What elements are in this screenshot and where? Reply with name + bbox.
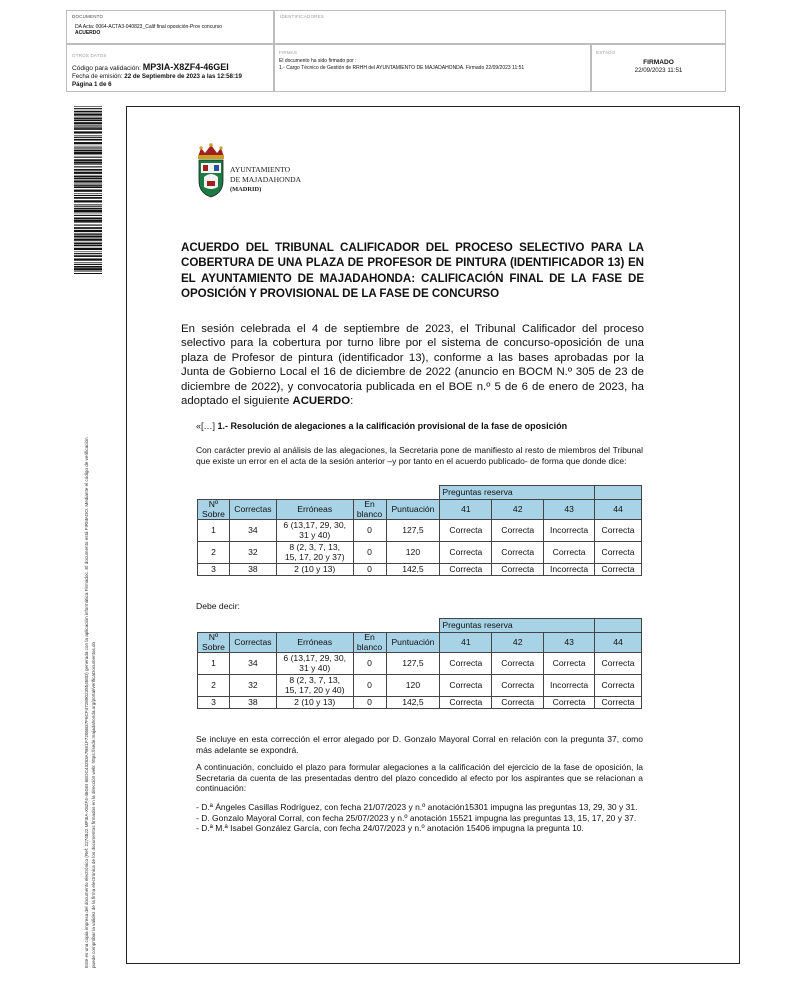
cell-puntuacion: 120 (386, 675, 440, 697)
cell-puntuacion: 142,5 (386, 564, 440, 576)
cell-sobre: 2 (198, 675, 230, 697)
barcode-bar (74, 127, 102, 128)
cell-q43: Correcta (544, 653, 595, 675)
barcode-bar (74, 233, 102, 234)
col-blanco: En blanco (353, 633, 386, 653)
barcode-bar (74, 128, 102, 130)
col-41: 41 (440, 633, 492, 653)
cell-puntuacion: 120 (386, 542, 440, 564)
cell-q42: Correcta (492, 697, 544, 709)
barcode-bar (74, 175, 102, 176)
reserva-header: Preguntas reserva (440, 486, 595, 500)
barcode-bar (74, 234, 102, 235)
col-correctas: Correctas (229, 500, 276, 520)
header-documento-box (66, 10, 274, 44)
barcode-bar (74, 150, 102, 152)
cell-blanco: 0 (353, 675, 386, 697)
barcode-bar (74, 125, 102, 126)
barcode-bar (74, 204, 102, 205)
cell-q43: Incorrecta (544, 564, 595, 576)
fecha-emision (72, 73, 242, 80)
cell-q44: Correcta (595, 675, 642, 697)
barcode-bar (74, 161, 102, 163)
barcode-bar (74, 243, 102, 244)
barcode-bar (74, 273, 102, 274)
cell-correctas: 38 (229, 697, 276, 709)
col-43: 43 (544, 633, 595, 653)
codigo-value: MP3IA-X8ZF4-46GEI (142, 62, 229, 72)
barcode-bar (74, 190, 102, 192)
barcode-bar (74, 157, 102, 158)
barcode-bar (74, 117, 102, 118)
col-puntuacion: Puntuación (386, 633, 440, 653)
col-41: 41 (440, 500, 492, 520)
cell-erroneas: 8 (2, 3, 7, 13, 15, 17, 20 y 40) (276, 675, 353, 697)
barcode-bar (74, 208, 102, 210)
barcode-bar (74, 230, 102, 232)
col-44: 44 (595, 633, 642, 653)
cell-erroneas: 8 (2, 3, 7, 13, 15, 17, 20 y 37) (276, 542, 353, 564)
barcode-bar (74, 236, 102, 238)
barcode-bar (74, 262, 102, 263)
barcode-bar (74, 195, 102, 196)
document-title: ACUERDO DEL TRIBUNAL CALIFICADOR DEL PROCESO SELECTIVO PARA LA COBERTURA DE UNA PLAZA DE PROFESOR DE PINTURA (IDENTIFICADOR 13) EN EL AYUNTAMIENTO DE MAJADAHONDA: CALIFICACIÓN FINAL DE LA FASE DE OPOSICIÓN Y PROVISIONAL DE LA FASE DE CONCURSO (181, 241, 644, 301)
barcode-bar (74, 178, 102, 180)
estado-value: FIRMADO (643, 59, 674, 66)
barcode-bar (74, 108, 102, 109)
barcode-bar (74, 142, 102, 144)
cell-blanco: 0 (353, 697, 386, 709)
para-continuacion: A continuación, concluido el plazo para formular alegaciones a la calificación del ejercicio de la fase de oposición, la Secretaria da cuenta de las presentadas dentro del plazo concedido al efecto por los aspirantes que se relacionan a continuación: (196, 762, 643, 794)
cell-q43: Incorrecta (544, 675, 595, 697)
barcode-bar (74, 217, 102, 219)
barcode-bar (74, 215, 102, 216)
para-previo: Con carácter previo al análisis de las alegaciones, la Secretaria pone de manifiesto al resto de miembros del Tribunal que existe un error en el acta de la sesión anterior –y por tanto en el acuerdo publicado- de forma que donde dice: (196, 445, 643, 466)
barcode-bar (74, 113, 102, 115)
cell-q43: Correcta (544, 697, 595, 709)
section-prefix: «[…] (196, 421, 218, 431)
cell-puntuacion: 142,5 (386, 697, 440, 709)
logo-line-1: AYUNTAMIENTO (230, 165, 291, 174)
col-42: 42 (492, 500, 544, 520)
cell-q44: Correcta (595, 697, 642, 709)
fecha-prefix: Fecha de emisión: (72, 73, 123, 80)
barcode-bar (74, 253, 102, 254)
header-otros-box (66, 44, 274, 92)
cell-correctas: 38 (229, 564, 276, 576)
reserva-header: Preguntas reserva (440, 619, 595, 633)
para-correccion: Se incluye en esta corrección el error alegado por D. Gonzalo Mayoral Corral en relación con la pregunta 37, como más adelante se expondrá. (196, 734, 643, 755)
barcode-bar (74, 248, 102, 250)
cell-q42: Correcta (492, 520, 544, 542)
cell-sobre: 1 (198, 653, 230, 675)
table-debe-decir (197, 618, 642, 709)
estado-fecha: 22/09/2023 11:51 (634, 67, 683, 74)
documento-line2: ACUERDO (75, 30, 101, 36)
col-erroneas: Erróneas (276, 500, 353, 520)
barcode-bar (74, 242, 102, 243)
barcode-bar (74, 186, 102, 188)
otros-label: OTROS DATOS (72, 53, 107, 58)
barcode-bar (74, 152, 102, 154)
table-row (198, 564, 642, 576)
barcode-bar (74, 139, 102, 141)
barcode-bar (74, 213, 102, 214)
barcode-bar (74, 137, 102, 138)
barcode-bar (74, 169, 102, 171)
intro-bold: ACUERDO (292, 395, 351, 408)
debe-decir: Debe decir: (196, 601, 240, 611)
col-sobre: Nº Sobre (198, 500, 230, 520)
fecha-value: 22 de Septiembre de 2023 a las 12:58:19 (124, 73, 242, 80)
header-identificadores-box (274, 10, 726, 44)
codigo-validacion (72, 62, 229, 72)
firmas-line2: 1.- Cargo Técnico de Gestión de RRHH del AYUNTAMIENTO DE MAJADAHONDA. Firmado 22/09/2023 11:51 (279, 65, 525, 71)
cell-correctas: 32 (229, 675, 276, 697)
barcode-bar (74, 200, 102, 202)
header-estado-box (591, 44, 726, 92)
col-44: 44 (595, 500, 642, 520)
barcode-bar (74, 164, 102, 165)
pagina: Página 1 de 6 (72, 81, 112, 88)
firmas-line1: El documento ha sido firmado por : (279, 58, 357, 64)
documento-line1: DA Acta: 0064-ACTA3-040823_Calif final oposición-Prov concurso (75, 24, 222, 30)
cell-puntuacion: 127,5 (386, 653, 440, 675)
barcode-bar (74, 258, 102, 260)
barcode-bar (74, 146, 102, 147)
intro-paragraph (181, 322, 644, 408)
barcode-bar (74, 122, 102, 124)
side-verification-text-1: Este es una copia impresa del documento electrónico (Ref: 2274822 MP3IA-X8ZF4-46GEI 6EDC43283A7BE1F7206B37F6CF4728902355458D) generada con la aplicación informática Firmadoc. El documento está FIRMADO. Mediante el código de verificación (84, 437, 89, 968)
cell-q41: Correcta (440, 697, 492, 709)
barcode (74, 106, 102, 274)
barcode-bar (74, 227, 102, 229)
cell-q41: Correcta (440, 564, 492, 576)
barcode-bar (74, 118, 102, 119)
header-firmas-box (274, 44, 591, 92)
documento-label: DOCUMENTO (72, 14, 104, 19)
barcode-bar (74, 147, 102, 148)
col-blanco: En blanco (353, 500, 386, 520)
cell-sobre: 3 (198, 564, 230, 576)
barcode-bar (74, 197, 102, 199)
cell-q44: Correcta (595, 564, 642, 576)
cell-q44: Correcta (595, 653, 642, 675)
table-row (198, 653, 642, 675)
codigo-prefix: Código para validación: (72, 65, 141, 72)
col-sobre: Nº Sobre (198, 633, 230, 653)
firmas-label: FIRMAS (279, 50, 298, 55)
cell-q41: Correcta (440, 520, 492, 542)
barcode-bar (74, 222, 102, 223)
cell-erroneas: 2 (10 y 13) (276, 697, 353, 709)
cell-blanco: 0 (353, 520, 386, 542)
cell-correctas: 32 (229, 542, 276, 564)
cell-q44: Correcta (595, 520, 642, 542)
barcode-bar (74, 245, 102, 247)
cell-q41: Correcta (440, 542, 492, 564)
col-correctas: Correctas (229, 633, 276, 653)
barcode-bar (74, 271, 102, 272)
barcode-bar (74, 225, 102, 226)
cell-sobre: 3 (198, 697, 230, 709)
side-verification-text-2: puede comprobar la validez de la firma electrónica de los documentos firmados en la dirección web: https://sede.majadahonda.org/portal/verificaDocumentos.do (91, 641, 96, 968)
barcode-bar (74, 135, 102, 136)
cell-erroneas: 6 (13,17, 29, 30, 31 y 40) (276, 653, 353, 675)
cell-blanco: 0 (353, 653, 386, 675)
col-puntuacion: Puntuación (386, 500, 440, 520)
logo-line-3: (MADRID) (230, 185, 262, 193)
cell-erroneas: 2 (10 y 13) (276, 564, 353, 576)
intro-end: : (350, 395, 354, 408)
estado-label: ESTADO (596, 50, 616, 55)
identificadores-label: IDENTIFICADORES (280, 14, 325, 19)
alegaciones-list (196, 802, 643, 834)
cell-q41: Correcta (440, 675, 492, 697)
barcode-bar (74, 252, 102, 253)
cell-q44: Correcta (595, 542, 642, 564)
cell-q43: Incorrecta (544, 520, 595, 542)
alegacion-item: - D.ª Ángeles Casillas Rodríguez, con fecha 21/07/2023 y n.º anotación15301 impugna las preguntas 13, 29, 30 y 31. (196, 802, 638, 812)
table-donde-dice (197, 485, 642, 576)
section-heading (196, 421, 567, 431)
cell-q42: Correcta (492, 675, 544, 697)
barcode-bar (74, 166, 102, 167)
barcode-bar (74, 239, 102, 241)
barcode-bar (74, 111, 102, 113)
barcode-bar (74, 172, 102, 174)
cell-q41: Correcta (440, 653, 492, 675)
barcode-bar (74, 119, 102, 121)
col-42: 42 (492, 633, 544, 653)
barcode-bar (74, 184, 102, 185)
table-row (198, 697, 642, 709)
barcode-bar (74, 180, 102, 182)
intro-text: En sesión celebrada el 4 de septiembre de 2023, el Tribunal Calificador del proceso selectivo para la cobertura por turno libre por el sistema de concurso-oposición de una plaza de Profesor de pintura (identificador 13), conforme a las bases aprobadas por la Junta de Gobierno Local el 16 de diciembre de 2022 (anuncio en BOCM N.º 305 de 23 de diciembre de 2022), y convocatoria publicada en el BOE n.º 5 de 6 de enero de 2023, ha adoptado el siguiente (181, 323, 644, 408)
logo-line-2: DE MAJADAHONDA (230, 174, 302, 184)
barcode-bar (74, 185, 102, 186)
col-erroneas: Erróneas (276, 633, 353, 653)
barcode-bar (74, 206, 102, 207)
cell-blanco: 0 (353, 542, 386, 564)
barcode-bar (74, 264, 102, 265)
alegacion-item: - D. Gonzalo Mayoral Corral, con fecha 25/07/2023 y n.º anotación 15521 impugna las preguntas 13, 15, 17, 20 y 37. (196, 812, 637, 823)
cell-erroneas: 6 (13,17, 29, 30, 31 y 40) (276, 520, 353, 542)
barcode-bar (74, 193, 102, 194)
coat-of-arms-icon (193, 143, 229, 199)
barcode-bar (74, 131, 102, 133)
barcode-bar (74, 159, 102, 161)
barcode-bar (74, 266, 102, 268)
barcode-bar (74, 106, 102, 107)
barcode-bar (74, 255, 102, 257)
cell-correctas: 34 (229, 653, 276, 675)
cell-correctas: 34 (229, 520, 276, 542)
cell-q43: Correcta (544, 542, 595, 564)
alegacion-item: - D.ª M.ª Isabel González García, con fecha 24/07/2023 y n.º anotación 15406 impugna la pregunta 10. (196, 823, 584, 834)
barcode-bar (74, 155, 102, 156)
table-row (198, 542, 642, 564)
logo-text (230, 165, 301, 194)
cell-q42: Correcta (492, 542, 544, 564)
cell-q42: Correcta (492, 564, 544, 576)
table-row (198, 520, 642, 542)
cell-blanco: 0 (353, 564, 386, 576)
cell-sobre: 1 (198, 520, 230, 542)
barcode-bar (74, 268, 102, 270)
cell-q42: Correcta (492, 653, 544, 675)
table-row (198, 675, 642, 697)
cell-sobre: 2 (198, 542, 230, 564)
cell-puntuacion: 127,5 (386, 520, 440, 542)
barcode-bar (74, 176, 102, 177)
barcode-bar (74, 220, 102, 222)
col-43: 43 (544, 500, 595, 520)
barcode-bar (74, 210, 102, 212)
section-title: 1.- Resolución de alegaciones a la calificación provisional de la fase de oposición (217, 421, 568, 431)
